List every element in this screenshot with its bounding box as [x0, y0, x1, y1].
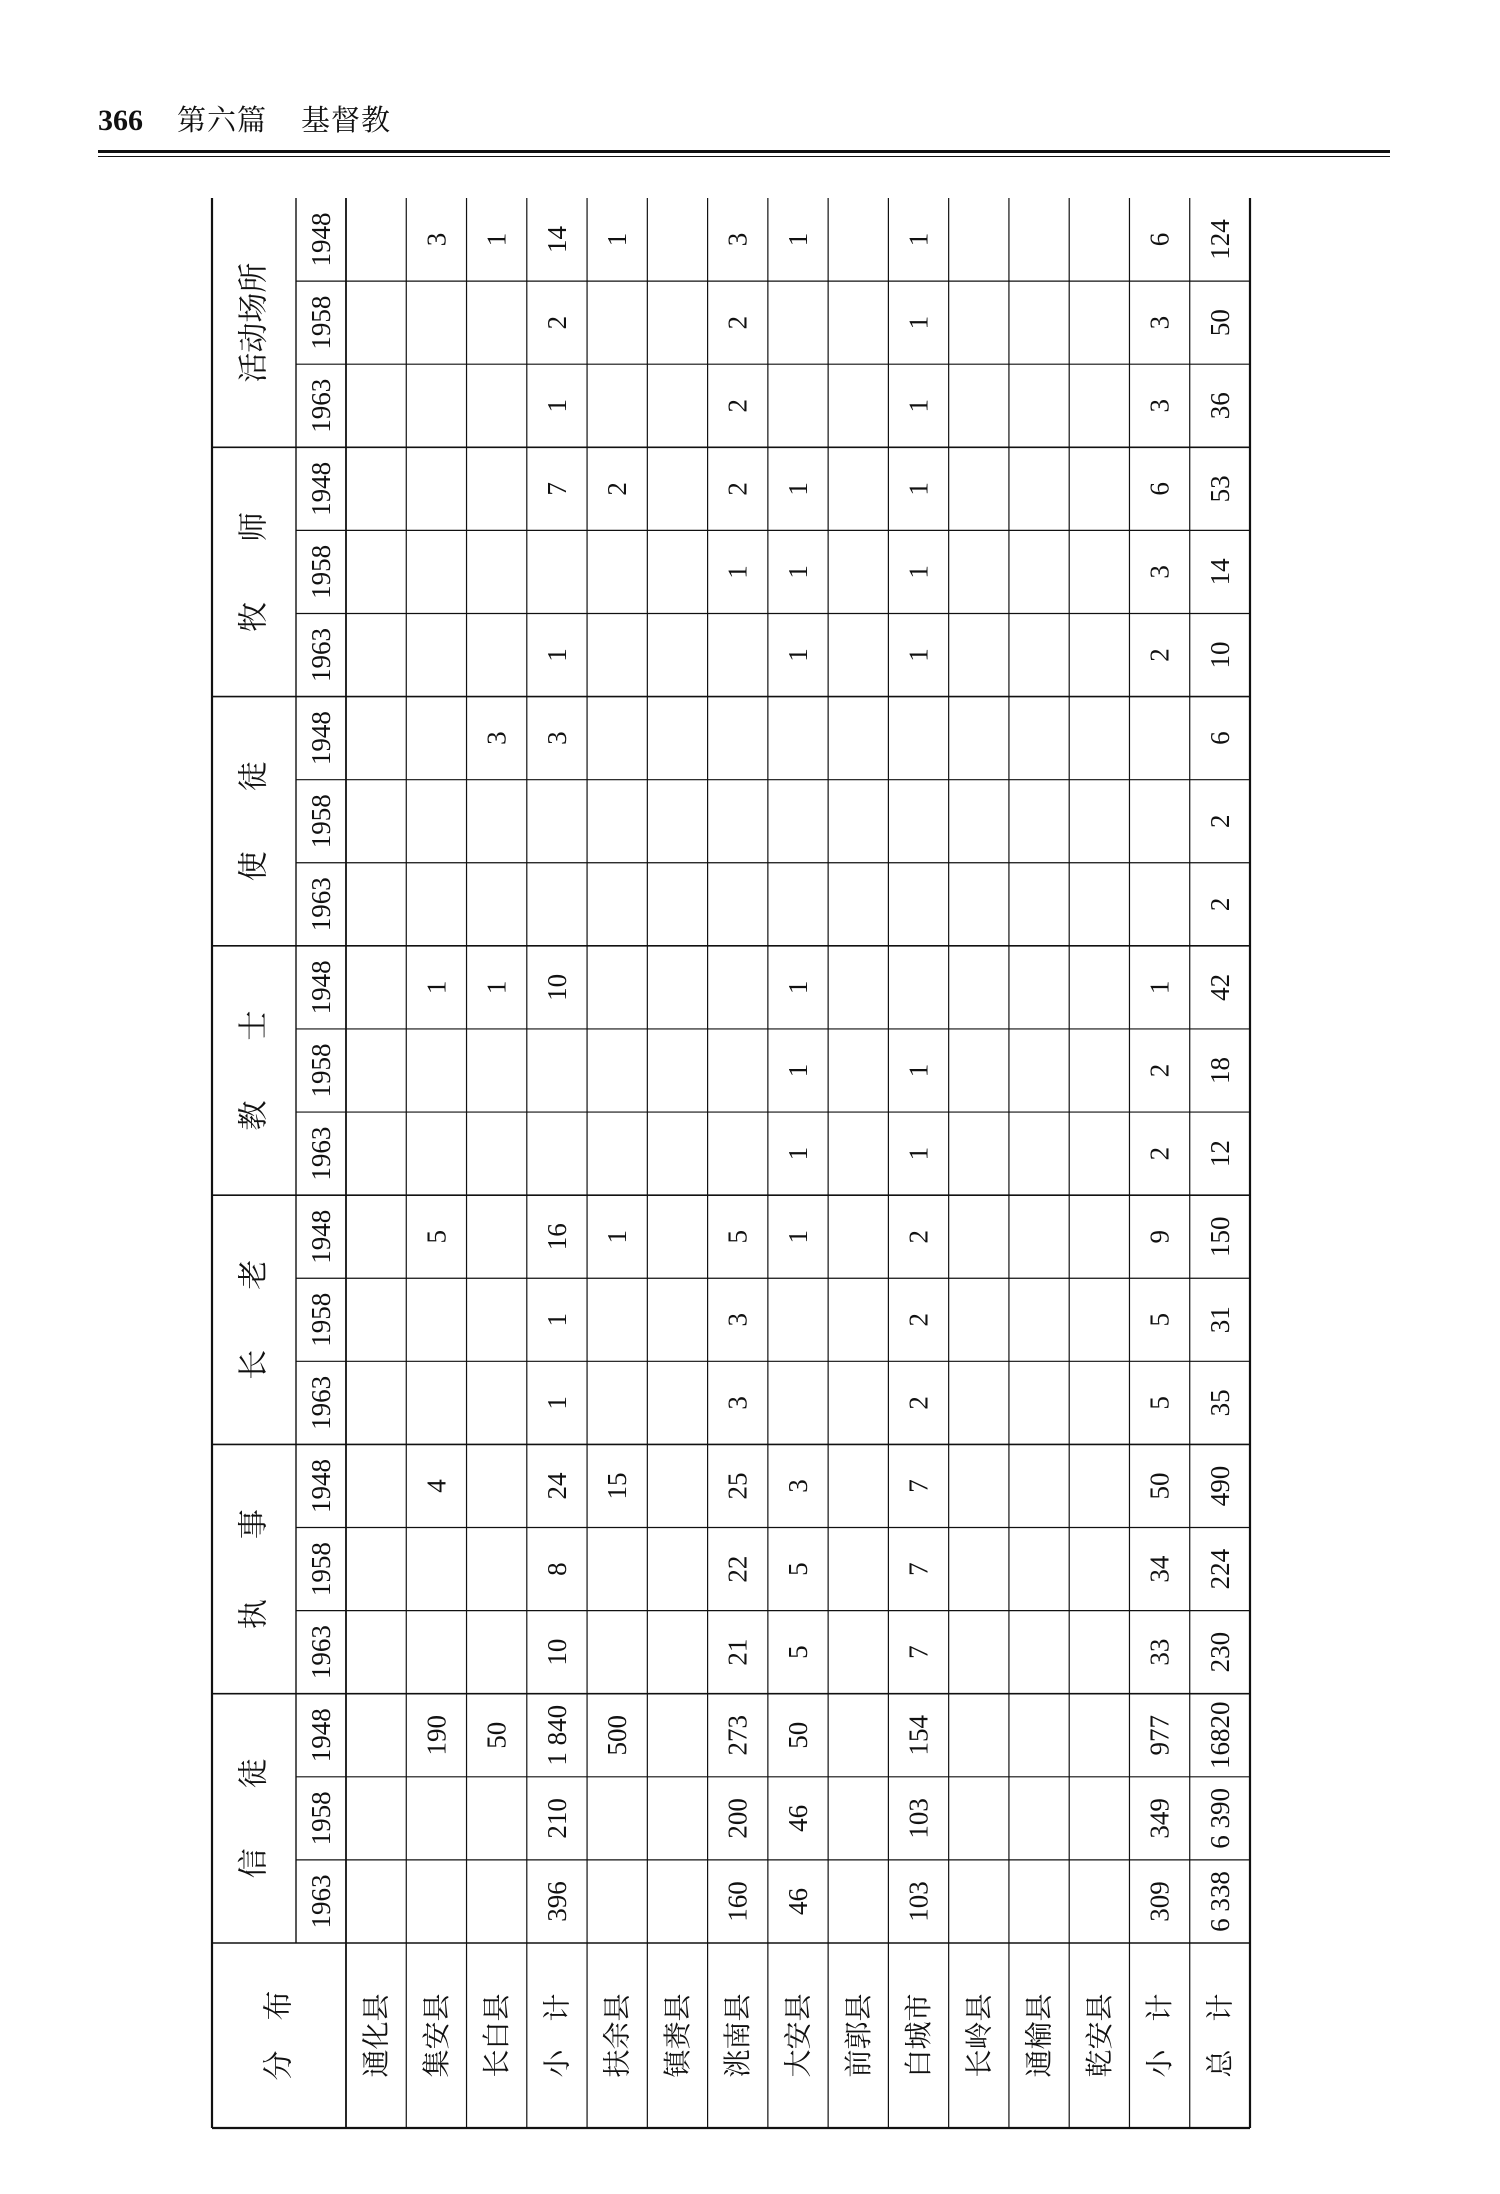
group-header: 信 徒 — [236, 1758, 272, 1879]
row-label: 洮南县 — [721, 1993, 755, 2078]
table-cell: 124 — [1204, 219, 1235, 260]
table-cell: 35 — [1204, 1389, 1235, 1417]
table-cell: 16820 — [1204, 1701, 1235, 1770]
table-row — [661, 1993, 694, 2077]
table-cell: 46 — [783, 1887, 813, 1915]
table-cell: 200 — [722, 1798, 753, 1839]
table-row — [601, 233, 634, 2078]
table-cell: 1 — [722, 565, 753, 579]
row-label: 小 计 — [540, 1993, 574, 2078]
table-cell: 3 — [722, 1396, 753, 1410]
table-cell: 1 — [903, 1146, 934, 1161]
table-cell: 4 — [421, 1479, 452, 1493]
table-cell: 36 — [1204, 392, 1235, 420]
table-cell: 50 — [481, 1721, 512, 1749]
table-cell: 500 — [602, 1715, 633, 1756]
table-cell: 1 — [903, 648, 934, 662]
table-cell: 490 — [1204, 1465, 1235, 1507]
table-cell: 1 — [541, 1313, 572, 1327]
table-cell: 9 — [1144, 1229, 1175, 1244]
table-row — [962, 1993, 995, 2077]
table-cell: 2 — [541, 315, 572, 330]
table-cell: 1 — [541, 398, 572, 413]
group-header: 活动场所 — [236, 262, 272, 383]
table-cell: 1 — [541, 648, 572, 662]
table-cell: 2 — [1144, 1146, 1175, 1161]
table-cell: 5 — [1144, 1396, 1175, 1410]
year-header: 1963 — [306, 1375, 336, 1430]
table-cell: 1 — [783, 980, 813, 995]
table-cell: 33 — [1144, 1638, 1175, 1666]
table-cell: 210 — [541, 1798, 572, 1839]
year-header: 1963 — [306, 1874, 336, 1929]
table-cell: 5 — [783, 1562, 813, 1576]
row-label: 乾安县 — [1082, 1993, 1116, 2078]
table-cell: 6 — [1144, 482, 1175, 496]
year-header: 1958 — [306, 1791, 336, 1846]
table-cell: 1 — [783, 565, 813, 579]
year-header: 1963 — [306, 877, 336, 932]
table-cell: 2 — [602, 482, 633, 496]
table-cell: 50 — [1144, 1472, 1175, 1500]
table-cell: 3 — [481, 731, 512, 745]
table-cell: 2 — [722, 398, 753, 413]
year-header: 1963 — [306, 1625, 336, 1680]
table-row — [1083, 1993, 1116, 2077]
page-number: 366 — [98, 104, 143, 137]
table-row — [1023, 1993, 1056, 2077]
table-cell: 25 — [722, 1472, 753, 1500]
table-cell: 2 — [1204, 897, 1235, 912]
group-header: 牧 师 — [236, 511, 272, 632]
year-header: 1948 — [306, 212, 336, 267]
table-row — [540, 226, 573, 2078]
row-label: 长岭县 — [962, 1993, 996, 2078]
group-header: 长 老 — [236, 1259, 272, 1380]
group-header: 执 事 — [236, 1509, 272, 1630]
table-row — [1203, 219, 1236, 2078]
year-header: 1948 — [306, 1708, 336, 1763]
row-label: 长白县 — [480, 1993, 514, 2078]
row-label: 白城市 — [902, 1993, 936, 2078]
chapter-title: 第六篇 — [177, 103, 268, 137]
table-cell: 2 — [1204, 814, 1235, 828]
row-label: 小 计 — [1143, 1993, 1177, 2078]
year-header: 1958 — [306, 544, 336, 599]
table-cell: 3 — [1144, 565, 1175, 579]
year-header: 1958 — [306, 295, 336, 350]
section-title: 基督教 — [301, 103, 392, 137]
table-cell: 2 — [903, 1229, 934, 1244]
table-cell: 1 840 — [541, 1704, 572, 1766]
year-header: 1948 — [306, 960, 336, 1015]
table-cell: 22 — [722, 1555, 753, 1583]
table-row — [480, 233, 513, 2078]
table-cell: 2 — [903, 1313, 934, 1327]
table-cell: 21 — [722, 1638, 753, 1666]
table-cell: 1 — [903, 315, 934, 330]
table-cell: 1 — [903, 482, 934, 496]
year-header: 1948 — [306, 1209, 336, 1264]
table-cell: 15 — [602, 1472, 633, 1500]
table-cell: 6 390 — [1204, 1787, 1235, 1849]
table-cell: 230 — [1204, 1631, 1235, 1673]
table-cell: 7 — [903, 1479, 934, 1493]
table-cell: 1 — [602, 232, 633, 247]
table-cell: 3 — [783, 1479, 813, 1493]
table-cell: 1 — [481, 980, 512, 995]
row-label: 前郭县 — [841, 1993, 875, 2078]
table-cell: 224 — [1204, 1548, 1235, 1590]
table-cell: 34 — [1144, 1555, 1175, 1583]
table-cell: 14 — [1204, 558, 1235, 586]
table-cell: 7 — [903, 1562, 934, 1576]
table-row — [782, 233, 815, 2078]
table-cell: 1 — [783, 1063, 813, 1078]
table-cell: 1 — [1144, 980, 1175, 995]
table-cell: 5 — [421, 1229, 452, 1244]
table-cell: 3 — [1144, 315, 1175, 330]
table-row — [902, 233, 935, 2078]
table-cell: 2 — [1144, 1063, 1175, 1078]
table-cell: 50 — [1204, 309, 1235, 337]
table-cell: 46 — [783, 1804, 813, 1832]
table-cell: 8 — [541, 1562, 572, 1576]
table-cell: 103 — [903, 1798, 934, 1839]
table-cell: 150 — [1204, 1216, 1235, 1257]
table-cell: 1 — [783, 648, 813, 662]
table-cell: 103 — [903, 1881, 934, 1922]
table-cell: 3 — [722, 1313, 753, 1327]
table-cell: 1 — [903, 1063, 934, 1078]
year-header: 1948 — [306, 711, 336, 766]
table-cell: 2 — [722, 482, 753, 496]
table-cell: 1 — [903, 232, 934, 247]
table-cell: 3 — [541, 731, 572, 745]
row-label: 通榆县 — [1022, 1993, 1056, 2078]
corner-label: 分 布 — [261, 1990, 297, 2081]
table-cell: 24 — [541, 1472, 572, 1500]
row-label: 大安县 — [781, 1993, 815, 2078]
table-cell: 309 — [1144, 1881, 1175, 1922]
table-cell: 5 — [783, 1645, 813, 1659]
table-row — [420, 233, 453, 2078]
year-header: 1948 — [306, 1458, 336, 1513]
year-header: 1958 — [306, 1292, 336, 1347]
table-cell: 2 — [1144, 648, 1175, 662]
table-cell: 50 — [783, 1721, 813, 1749]
table-cell: 10 — [541, 1638, 572, 1666]
row-label: 总 计 — [1203, 1993, 1237, 2078]
table-cell: 7 — [541, 482, 572, 496]
table-cell: 154 — [903, 1715, 934, 1756]
table-cell: 10 — [1204, 641, 1235, 669]
group-header: 使 徒 — [236, 761, 272, 882]
table-cell: 42 — [1204, 973, 1235, 1001]
table-row — [1143, 233, 1176, 2078]
table-row — [721, 233, 754, 2078]
year-header: 1948 — [306, 461, 336, 516]
table-cell: 1 — [421, 980, 452, 995]
table-cell: 53 — [1204, 475, 1235, 503]
table-cell: 6 — [1144, 232, 1175, 247]
table-cell: 2 — [722, 315, 753, 330]
row-label: 集安县 — [419, 1993, 453, 2078]
table-row — [842, 1993, 875, 2077]
row-label: 扶余县 — [600, 1993, 634, 2078]
table-cell: 7 — [903, 1645, 934, 1659]
table-cell: 31 — [1204, 1306, 1235, 1334]
table-cell: 1 — [481, 232, 512, 247]
table-cell: 2 — [903, 1396, 934, 1410]
table-cell: 5 — [722, 1229, 753, 1244]
table-cell: 190 — [421, 1715, 452, 1756]
table-cell: 160 — [722, 1881, 753, 1922]
year-header: 1958 — [306, 1542, 336, 1597]
table-cell: 349 — [1144, 1798, 1175, 1839]
table-cell: 1 — [903, 565, 934, 579]
row-label: 通化县 — [359, 1993, 393, 2078]
table-cell: 12 — [1204, 1140, 1235, 1168]
table-cell: 6 338 — [1204, 1871, 1235, 1932]
year-header: 1958 — [306, 794, 336, 849]
table-cell: 1 — [541, 1396, 572, 1410]
year-header: 1963 — [306, 378, 336, 433]
table-cell: 1 — [783, 1229, 813, 1244]
table-cell: 3 — [1144, 398, 1175, 413]
table-cell: 5 — [1144, 1313, 1175, 1327]
table-cell: 977 — [1144, 1715, 1175, 1756]
table-cell: 14 — [541, 226, 572, 254]
table-cell: 396 — [541, 1881, 572, 1922]
table-cell: 1 — [783, 232, 813, 247]
table-cell: 1 — [602, 1229, 633, 1244]
table-cell: 3 — [722, 232, 753, 247]
table-cell: 6 — [1204, 731, 1235, 745]
year-header: 1963 — [306, 628, 336, 683]
table-row — [360, 1993, 393, 2077]
table-cell: 1 — [783, 482, 813, 496]
year-header: 1958 — [306, 1043, 336, 1098]
table-cell: 18 — [1204, 1057, 1235, 1084]
group-header: 教 士 — [236, 1010, 272, 1131]
table-cell: 1 — [903, 398, 934, 413]
table-cell: 16 — [541, 1223, 572, 1251]
table-cell: 10 — [541, 973, 572, 1001]
year-header: 1963 — [306, 1126, 336, 1181]
table-cell: 1 — [783, 1146, 813, 1161]
table-cell: 3 — [421, 232, 452, 247]
table-cell: 273 — [722, 1715, 753, 1756]
row-label: 镇赉县 — [660, 1993, 694, 2078]
